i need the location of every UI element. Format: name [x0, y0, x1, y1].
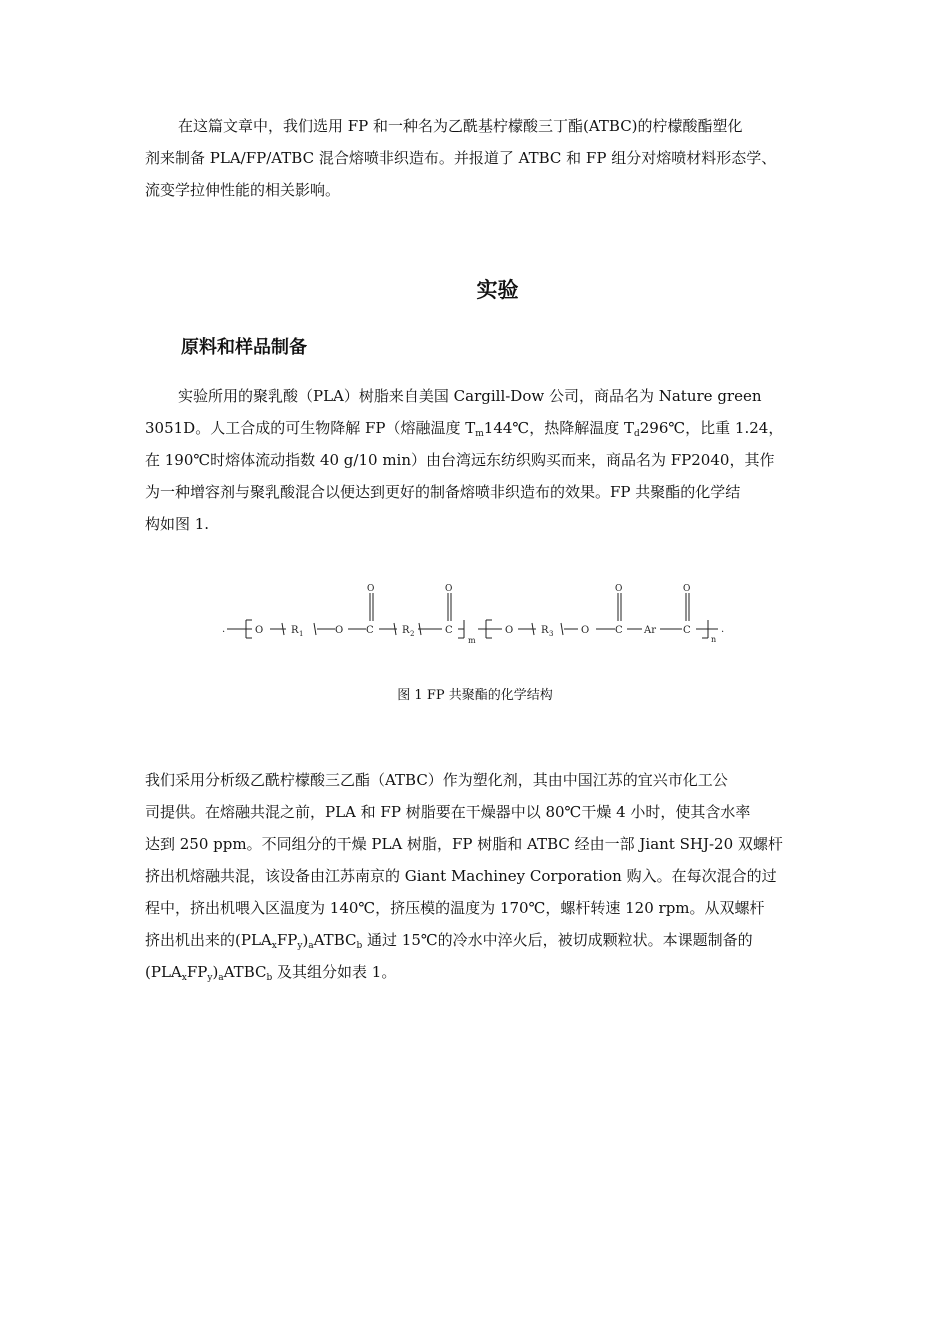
svg-text:R: R	[402, 625, 410, 636]
svg-text:1: 1	[299, 630, 304, 638]
materials-line-1: 实验所用的聚乳酸（PLA）树脂来自美国 Cargill-Dow 公司，商品名为 Nature green	[178, 387, 762, 405]
svg-text:O: O	[505, 625, 514, 636]
subsection-title: 原料和样品制备	[181, 337, 307, 358]
blending-line-7: $(PLA_xFP_y)_aATBC_b$ 及其组分如表 1。	[145, 963, 397, 983]
materials-line-3: 在 190℃时熔体流动指数 40 g/10 min）由台湾远东纺织购买而来，商品名为 FP2040，其作	[145, 451, 775, 469]
svg-text:O: O	[581, 625, 590, 636]
svg-text:n: n	[711, 635, 717, 644]
blending-line-6: 挤出机出来的$(PLA_xFP_y)_aATBC_b$ 通过 15℃的冷水中淬火后，被切成颗粒状。本课题制备的	[145, 931, 753, 951]
materials-line-2: 3051D。人工合成的可生物降解 FP（熔融温度 $T_m144℃$，热降解温度 $T_d296℃$，比重 1.24，	[145, 419, 784, 439]
svg-text:O: O	[445, 584, 453, 594]
svg-text:O: O	[367, 584, 375, 594]
svg-text:R: R	[291, 625, 299, 636]
svg-text:O: O	[683, 584, 691, 594]
svg-text:3: 3	[549, 630, 554, 638]
svg-text:2: 2	[410, 630, 415, 638]
svg-text:C: C	[366, 625, 374, 636]
svg-text:R: R	[541, 625, 549, 636]
materials-paragraph	[145, 380, 805, 540]
fp-chemical-structure	[222, 578, 734, 648]
svg-text:O: O	[615, 584, 623, 594]
svg-text:m: m	[468, 636, 476, 645]
blending-paragraph	[145, 764, 805, 988]
blending-line-2: 司提供。在熔融共混之前，PLA 和 FP 树脂要在干燥器中以 80℃干燥 4 小时，使其含水率	[145, 803, 751, 821]
svg-text:O: O	[335, 625, 344, 636]
svg-text:Ar: Ar	[644, 625, 657, 636]
figure-caption: 图 1 FP 共聚酯的化学结构	[397, 688, 553, 703]
blending-line-1: 我们采用分析级乙酰柠檬酸三乙酯（ATBC）作为塑化剂，其由中国江苏的宜兴市化工公	[145, 771, 728, 789]
section-title: 实验	[476, 278, 519, 302]
intro-paragraph	[145, 110, 805, 206]
intro-line-2: 剂来制备 PLA/FP/ATBC 混合熔喷非织造布。并报道了 ATBC 和 FP 组分对熔喷材料形态学、	[145, 149, 777, 167]
blending-line-3: 达到 250 ppm。不同组分的干燥 PLA 树脂，FP 树脂和 ATBC 经由一部 Jiant SHJ-20 双螺杆	[145, 835, 783, 853]
blending-line-4: 挤出机熔融共混，该设备由江苏南京的 Giant Machiney Corporation 购入。在每次混合的过	[145, 867, 777, 885]
blending-line-5: 程中，挤出机喂入区温度为 140℃，挤压模的温度为 170℃，螺杆转速 120 rpm。从双螺杆	[145, 899, 765, 917]
materials-line-5: 构如图 1.	[145, 515, 210, 533]
intro-line-1: 在这篇文章中，我们选用 FP 和一种名为乙酰基柠檬酸三丁酯(ATBC)的柠檬酸酯塑化	[178, 117, 743, 135]
svg-text:C: C	[683, 625, 691, 636]
svg-text:.: .	[721, 624, 725, 635]
svg-text:C: C	[445, 625, 453, 636]
intro-line-3: 流变学拉伸性能的相关影响。	[145, 181, 341, 199]
svg-text:O: O	[255, 625, 264, 636]
svg-text:.: .	[222, 624, 226, 635]
svg-text:C: C	[615, 625, 623, 636]
materials-line-4: 为一种增容剂与聚乳酸混合以便达到更好的制备熔喷非织造布的效果。FP 共聚酯的化学结	[145, 483, 741, 501]
